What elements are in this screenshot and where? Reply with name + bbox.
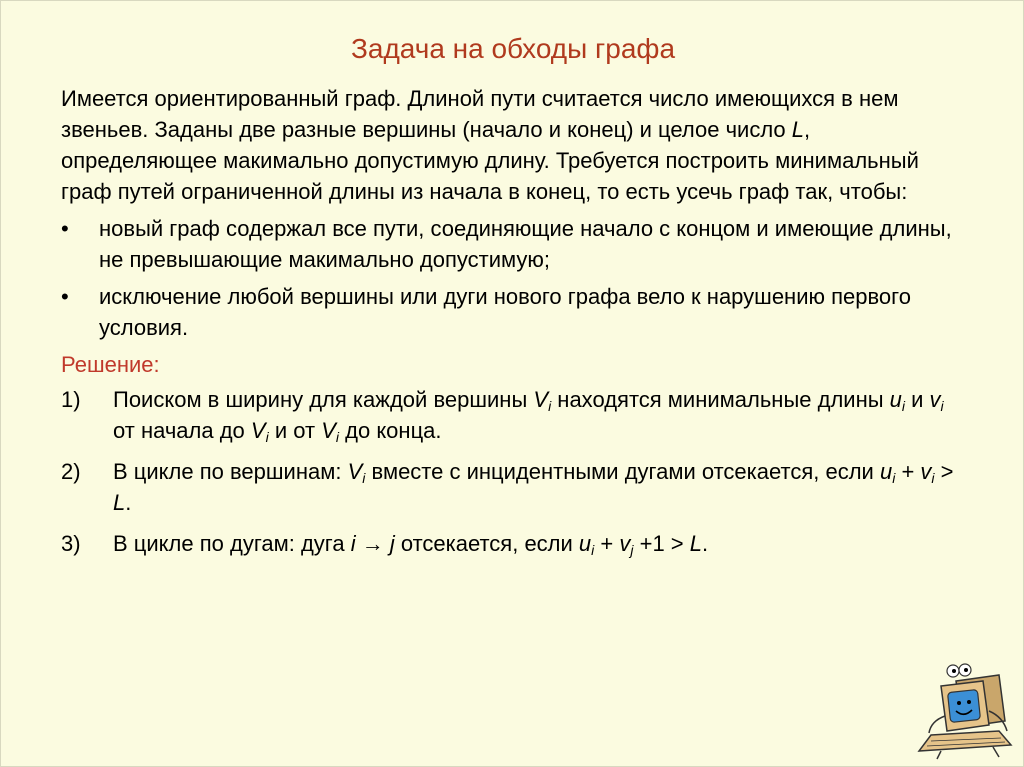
step-text: Поиском в ширину для каждой вершины $V_i$ находятся минимальные длины $u_i$ и $v_i$ от начала до $V_i$ и от $V_i$ до конца. <box>113 387 944 445</box>
bullet-text: исключение любой вершины или дуги нового графа вело к нарушению первого условия. <box>99 284 911 340</box>
slide-title: Задача на обходы графа <box>350 33 676 64</box>
step-text: В цикле по дугам: дуга i → j отсекается, если $u_i + v_j +1 > L$. <box>113 531 709 558</box>
slide-content <box>61 83 961 569</box>
solution-heading: Решение: <box>61 352 160 377</box>
bullet-list <box>61 213 961 343</box>
solution-steps <box>61 384 961 559</box>
step-number: 2) <box>61 459 81 484</box>
list-item <box>61 384 961 446</box>
step-text: В цикле по вершинам: $V_i$ вместе с инцидентными дугами отсекается, если $u_i + v_i > L$. <box>113 459 954 515</box>
step-number: 3) <box>61 531 81 556</box>
step-number: 1) <box>61 387 81 412</box>
intro-paragraph: Имеется ориентированный граф. Длиной пути считается число имеющихся в нем звеньев. Заданы две разные вершины (начало и конец) и целое число L, определяющее макимально допустимую длину. Требуется построить минимальный граф путей ограниченной длины из начала в конец, то есть усечь граф так, чтобы: <box>61 86 919 204</box>
bullet-text: новый граф содержал все пути, соединяющие начало с концом и имеющие длины, не превышающие макимально допустимую; <box>99 216 952 272</box>
smiling-computer-icon <box>901 661 1021 761</box>
bullet-marker: • <box>61 216 69 241</box>
list-item <box>61 213 961 275</box>
list-item <box>61 528 961 559</box>
list-item <box>61 456 961 518</box>
list-item <box>61 281 961 343</box>
bullet-marker: • <box>61 284 69 309</box>
